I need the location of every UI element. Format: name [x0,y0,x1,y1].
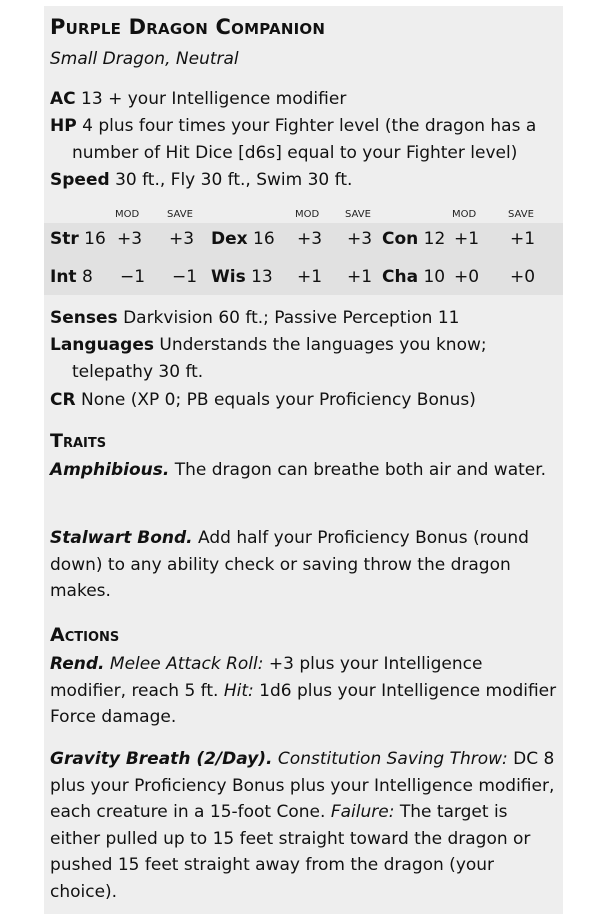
ability-mod: +0 [454,267,480,287]
save-header: SAVE [508,209,534,220]
ability-con [382,229,445,249]
ability-int [50,267,93,287]
trait-name: Stalwart Bond. [50,528,193,548]
trait-name: Amphibious. [50,460,170,480]
ability-name: Int [50,267,77,287]
saving-throw-label: Constitution Saving Throw: [277,749,508,769]
ability-name: Con [382,229,419,249]
hit-text: 1d6 plus your Intelligence modifier Force damage. [50,680,557,727]
action-name: Rend. [50,654,105,674]
ability-mod: +1 [297,267,323,287]
ability-mod: +3 [297,229,323,249]
speed-label: Speed [50,170,110,190]
ability-save: +1 [510,229,536,249]
languages-continued: telepathy 30 ft. [72,362,204,382]
attack-roll-text: +3 plus your Intelligence modifier, reach 5 ft. [50,654,483,701]
saving-throw-text: DC 8 plus your Proficiency Bonus plus your Intelligence modifier, each creature in a 15-foot Cone. [50,749,555,822]
languages-label: Languages [50,335,154,355]
hit-label: Hit: [223,680,254,701]
save-header: SAVE [345,209,371,220]
ability-save: +3 [169,229,195,249]
ability-score: 16 [84,229,106,249]
ac-value: 13 + your Intelligence modifier [81,89,347,109]
ability-mod: +3 [117,229,143,249]
ability-name: Dex [211,229,248,249]
ability-name: Cha [382,267,419,287]
ability-save: +0 [510,267,536,287]
cr-label: CR [50,390,76,410]
mod-header: MOD [295,209,320,220]
ability-save: −1 [172,267,198,287]
senses-label: Senses [50,308,118,328]
ability-score: 10 [423,267,446,287]
hit-points-continued: number of Hit Dice [d6s] equal to your Fighter level) [72,143,518,163]
ability-cha [382,267,445,287]
speed-line [50,170,352,190]
failure-text: The target is either pulled up to 15 feet straight toward the dragon or pushed 15 feet straight away from the dragon (your choice). [50,802,531,902]
action-name: Gravity Breath (2/Day). [50,749,273,769]
trait-text: The dragon can breathe both air and water. [174,460,547,480]
senses-value: Darkvision 60 ft.; Passive Perception 11 [123,308,460,328]
trait-amphibious [50,457,560,484]
ability-mod: −1 [120,267,146,287]
ability-name: Wis [211,267,246,287]
trait-text: Add half your Proficiency Bonus (round down) to any ability check or saving throw the dragon makes. [50,528,529,601]
challenge-line [50,390,476,410]
action-gravity-breath [50,746,560,905]
ability-wis [211,267,273,287]
creature-type: Small Dragon, Neutral [50,49,239,69]
failure-label: Failure: [330,802,395,822]
ability-score: 12 [423,229,446,249]
speed-value: 30 ft., Fly 30 ft., Swim 30 ft. [115,170,353,190]
traits-heading: Traits [50,430,107,452]
languages-value: Understands the languages you know; [159,335,487,355]
trait-stalwart-bond [50,525,560,605]
hp-label: HP [50,116,77,136]
languages-line [50,335,487,355]
action-rend [50,651,560,731]
ability-score: 13 [251,267,273,287]
ability-dex [211,229,275,249]
ability-name: Str [50,229,79,249]
cr-value: None (XP 0; PB equals your Proficiency Bonus) [80,390,476,410]
senses-line [50,308,459,328]
hp-value: 4 plus four times your Fighter level (the dragon has a [82,116,537,136]
stat-block-title: Purple Dragon Companion [50,15,326,39]
hit-points-line [50,116,536,136]
ability-mod: +1 [454,229,480,249]
ability-score: 8 [81,267,93,287]
armor-class-line [50,89,346,109]
mod-header: MOD [115,209,140,220]
ability-save: +3 [347,229,373,249]
ability-save: +1 [347,267,373,287]
ability-score: 16 [253,229,275,249]
ac-label: AC [50,89,76,109]
save-header: SAVE [167,209,193,220]
attack-roll-label: Melee Attack Roll: [109,654,264,674]
mod-header: MOD [452,209,477,220]
ability-str [50,229,106,249]
actions-heading: Actions [50,624,120,646]
